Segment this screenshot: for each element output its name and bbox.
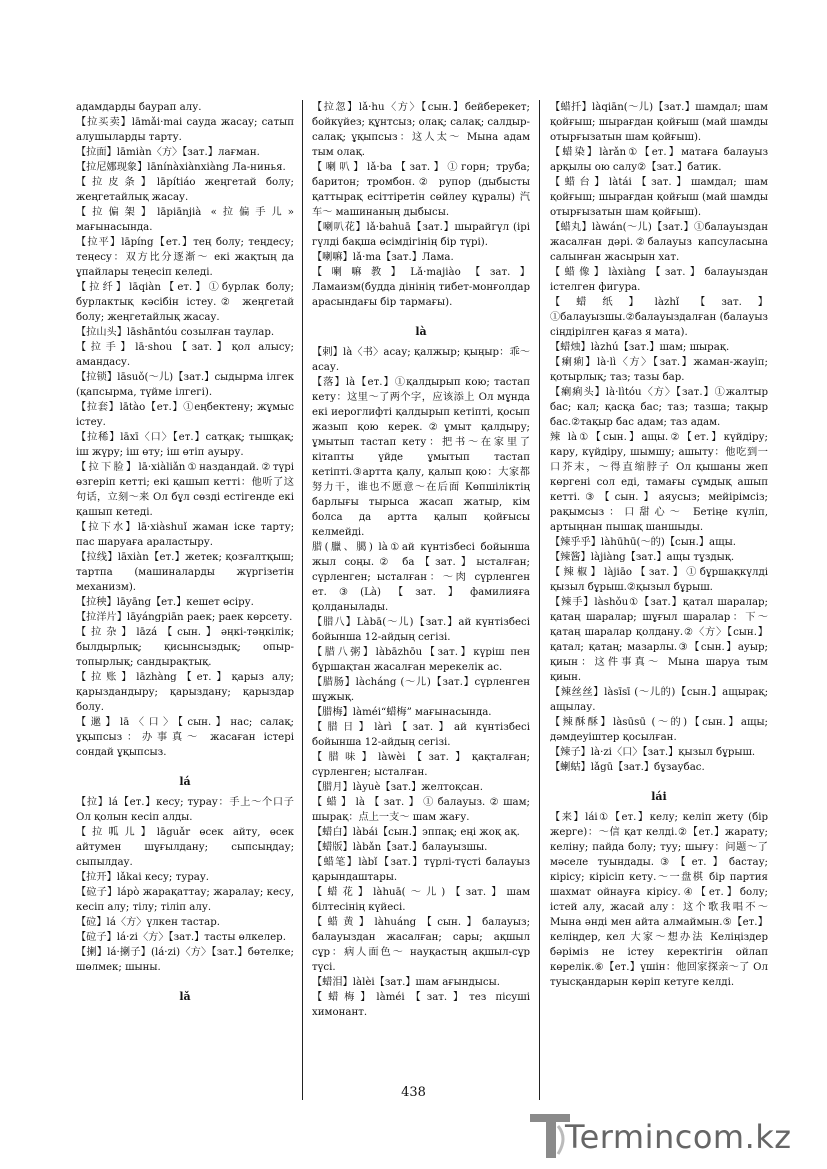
dictionary-entry: 【蜡烛】làzhú【зат.】шам; шырақ.	[550, 342, 730, 353]
dictionary-entry: 【拉买卖】lāmǎi·mai сауда жасау; сатып алушыларды тарту.	[76, 117, 294, 143]
dictionary-entry: 【蜡】là【зат.】①балауыз.②шам; шырақ：点上一支～ шам жағу.	[312, 797, 530, 823]
dictionary-entry: 【蜡黄】làhuáng【сын.】балауыз; балауыздан жасалған; сары; ақшыл сұр：病人面色～ науқастың ақшыл-сұр түсі.	[312, 917, 530, 973]
dictionary-entry: 【拉下水】lā·xiàshuǐ жаман іске тарту; пас шаруаға араластыру.	[76, 522, 294, 548]
dictionary-entry: 【蜡花】làhuā(～儿)【зат.】шам білтесінің күйесі.	[312, 887, 530, 913]
column-2	[312, 100, 530, 1020]
dictionary-entry: 【拉平】lāpíng【ет.】тең болу; теңдесу; теңесу：双方比分逐渐～ екі жақтың да ұпайлары теңесіп келеді.	[76, 237, 294, 278]
dictionary-entry: 【拉呱儿】lāguǎr өсек айту, өсек айтумен шұғылдану; сыпсыңдау; сыпылдау.	[76, 827, 294, 868]
dictionary-entry: 【拉下脸】lā·xiàliǎn①наздандай.②түрі өзгеріп кетті; екі қашып кетті：他听了这句话，立刻～来 Ол бұл сөзді естігенде екі қашып кетеді.	[76, 462, 294, 518]
column-divider	[539, 100, 540, 1100]
dictionary-entry: 【蜡纸】làzhǐ【зат.】①балауызшы.②балауыздалған (балауыз сіңдірілген қағаз я мата).	[550, 297, 768, 338]
dictionary-entry: 【蜡白】làbái【сын.】эппақ; еңі жоқ ақ.	[312, 827, 520, 838]
dictionary-entry: 【剌】là〈书〉асау; қалжыр; қыңыр：乖～ асау.	[312, 347, 530, 373]
dictionary-entry: 【腊日】làrì【зат.】ай күнтізбесі бойынша 12-айдың сегізі.	[312, 722, 530, 748]
dictionary-entry: 【拉洋片】lāyángpiān раек; раек көрсету.	[76, 612, 293, 623]
dictionary-entry: 【腊肠】làcháng (～儿)【зат.】сүрленген шұжық.	[312, 677, 530, 703]
dictionary-entry: 【腊八】Làbā(～儿)【зат.】ай күнтізбесі бойынша 12-айдың сегізі.	[312, 617, 530, 643]
section-heading: lá	[179, 775, 191, 788]
dictionary-entry: 【蜡像】làxiàng【зат.】балауыздан істелген фигура.	[550, 267, 768, 293]
dictionary-entry: 【蜡梅】làméi【зат.】тез пісуші химонант.	[312, 992, 530, 1018]
dictionary-entry: 【砬子】lá·zi〈方〉【зат.】тасты өлкелер.	[76, 932, 286, 943]
column-divider	[302, 100, 303, 1100]
dictionary-entry: 【喇嘛教】Lǎ·majiào【зат.】Ламаизм(будда дінінің тибет-монғолдар арасындағы бір тармағы).	[312, 267, 530, 308]
dictionary-entry: 【来】lái①【ет.】келу; келіп жету (бір жерге)：～信 қат келді.②【ет.】жарату; келіну; пайда болу; туу; шығу：问题～了 мәселе туындады.③【ет.】бастау; кірісу; кірісіп кету.～一盘棋 бір партия шахмат ойнауға кірісу.④【ет.】болу; істей алу, жасай алу：这个歌我唱不～ Мына әнді мен айта алмаймын.⑤【ет.】келіңдер, кел 大家～想办法 Келіңіздер бәріміз не істеу керектігін ойлап көрелік.⑥【ет.】үшін：他回家探亲～了 Ол туысқандарын көріп кетуге келді.	[550, 812, 768, 988]
dictionary-entry: 【砬】lá〈方〉үлкен тастар.	[76, 917, 220, 928]
dictionary-entry: 【拉山头】lāshāntóu созылған таулар.	[76, 327, 275, 338]
dictionary-entry: 【拉账】lāzhàng【ет.】қарыз алу; қарыздандыру; қарыздану; қарыздар болу.	[76, 672, 294, 713]
dictionary-entry: 【拉】lá【ет.】кесу; турау：手上～个口子 Ол қолын кесіп алды.	[76, 797, 294, 823]
dictionary-entry: 【拉锁】lāsuǒ(～儿)【зат.】сыдырма ілгек (қапсырма, түйме ілгегі).	[76, 372, 294, 398]
page-number: 438	[401, 1085, 426, 1100]
dictionary-entry: 【拉杂】lāzá【сын.】әңкі-тәңкілік; былдырлық; қисынсыздық; опыр-топырлық; сандырақтық.	[76, 627, 294, 668]
dictionary-entry: 【邋】lā〈口〉【сын.】нас; салақ; ұқыпсыз：办事真～ жасаған істері сондай ұқыпсыз.	[76, 717, 294, 758]
dictionary-entry: 【辣酱】làjiàng【зат.】ащы тұздық.	[550, 552, 735, 563]
dictionary-entry: 【腊月】làyuè【зат.】желтоқсан.	[312, 782, 483, 793]
dictionary-entry: 【蜡扦】làqiān(～儿)【зат.】шамдал; шам қойғыш; шырағдан қойғыш (май шамды отырғызатын шам қойғыш).	[550, 102, 768, 143]
dictionary-entry: 【腊梅】làméi“蜡梅” мағынасында.	[312, 707, 492, 718]
dictionary-entry: адамдарды баурап алу.	[76, 102, 202, 113]
dictionary-entry: 辣 là①【сын.】ащы.②【ет.】күйдіру; кару, күйдіру, шымшу; ашыту：他吃到一口芥末，～得直缩脖子 Ол қышаны жеп көргені сол еді, тамағы сұмдық ашып кетті.③【сын.】аяусыз; мейірімсіз; рақымсыз：口甜心～ Бетіңе күліп, артыңнан пышақ шаншыды.	[550, 432, 768, 533]
dictionary-entry: 【拉稀】lāxī〈口〉【ет.】сатқақ; тышқақ; іш жүру; іш өту; іш өтіп ауыру.	[76, 432, 294, 458]
dictionary-entry: 【落】là【ет.】①қалдырып кою; тастап кету：这里～了两个字，应该添上 Ол мұнда екі иероглифті қалдырып кетіпті, қосып жазып қою керек.②ұмыт қалдыру; ұмытып тастап кету：把书～在家里了 кітапты үйде ұмытып тастап кетіпті.③артта қалу, қалып қою：大家都努力干，谁也不愿意～在后面 Көпшіліктің барлығы тырыса жасап жатыр, кім болса да артта қалып қойғысы келмейді.	[312, 377, 530, 538]
dictionary-entry: 【拉手】lā·shou【зат.】қол алысу; амандасу.	[76, 342, 294, 368]
dictionary-entry: 【蜡染】làrǎn①【ет.】матаға балауыз арқылы ою салу②【зат.】батик.	[550, 147, 768, 173]
dictionary-entry: 【拉偏架】lāpiānjià «拉偏手儿» мағынасында.	[76, 207, 294, 233]
dictionary-entry: 【瘌痢】là·lì〈方〉【зат.】жаман-жауіп; қотырлық; таз; тазы бар.	[550, 357, 768, 383]
dictionary-entry: 【蜡台】làtái【зат.】шамдал; шам қойғыш; шырағдан қойғыш (май шамды отырғызатын шам қойғыш).	[550, 177, 768, 218]
dictionary-entry: 【拉开】lǎkai кесу; турау.	[76, 872, 210, 883]
dictionary-entry: 【砬子】lápò жарақаттау; жаралау; кесу, кесіп алу; тілу; тіліп алу.	[76, 887, 294, 913]
dictionary-entry: 【蜡泪】làlèi【зат.】шам ағындысы.	[312, 977, 500, 988]
dictionary-entry: 【拉尼娜现象】lānínàxiànxiàng Ла-нинья.	[76, 162, 286, 173]
dictionary-entry: 【拉纤】lāqiàn【ет.】①бурлак болу; бурлактық кәсібін істеу.② жеңгетай болу; жеңгетайлық жасау.	[76, 282, 294, 323]
dictionary-entry: 【辣乎乎】làhūhū(～的)【сын.】ащы.	[550, 537, 736, 548]
dictionary-entry: 【喇叭花】lǎ·bahuā【зат.】шырайгүл (ірі гүлді бақша өсімдігінің бір түрі).	[312, 222, 530, 248]
dictionary-entry: 【蝲蛄】lǎgū【зат.】бұзаубас.	[550, 762, 705, 773]
section-heading: lǎ	[179, 990, 191, 1003]
dictionary-entry: 【拉线】lāxiàn【ет.】жетек; қозғалтқыш; тартпа (машиналарды жүргізетін механизм).	[76, 552, 294, 593]
dictionary-entry: 【辣椒】làjiāo【зат.】①бұршақкүлді қызыл бұрыш.②қызыл бұрыш.	[550, 567, 768, 593]
dictionary-entry: 【拉皮条】lāpítiáo жеңгетай болу; жеңгетайлық жасау.	[76, 177, 294, 203]
dictionary-entry: 【辣酥酥】làsūsū (～的)【сын.】ащы; дәмдеуіштер қосылған.	[550, 717, 768, 743]
dictionary-entry: 【蜡笔】làbǐ【зат.】түрлі-түсті балауыз қарындаштары.	[312, 857, 530, 883]
dictionary-entry: 【揦】lá·揦子】(lá·zi)〈方〉【зат.】бөтелке; шөлмек; шыны.	[76, 947, 294, 973]
logo-text: Termincom.kz	[565, 1118, 792, 1156]
dictionary-entry: 腊(臘、臈) là①ай күнтізбесі бойынша жыл соңы.② ба【зат.】ысталған; сүрленген; ыcталған：～肉 сүрленген ет.③(Là)【зат.】фамилияға қолданылады.	[312, 542, 530, 613]
dictionary-entry: 【拉套】lātào【ет.】①еңбектену; жұмыс істеу.	[76, 402, 294, 428]
dictionary-entry: 【腊味】làwèi【зат.】қақталған; сүрленген; ысталған.	[312, 752, 530, 778]
dictionary-entry: 【蜡版】làbǎn【зат.】балауызшы.	[312, 842, 488, 853]
dictionary-entry: 【辣子】là·zi〈口〉【зат.】қызыл бұрыш.	[550, 747, 756, 758]
dictionary-entry: 【拉面】lāmiàn〈方〉【зат.】лағман.	[76, 147, 260, 158]
dictionary-entry: 【喇嘛】lǎ·ma【зат.】Лама.	[312, 252, 454, 263]
dictionary-entry: 【腊八粥】làbāzhōu【зат.】күріш пен бұршақтан жасалған мерекелік ас.	[312, 647, 530, 673]
dictionary-entry: 【拉秧】lāyāng【ет.】кешет өсіру.	[76, 597, 254, 608]
section-heading: lái	[651, 790, 667, 803]
dictionary-entry: 【辣手】làshǒu①【зат.】қатал шаралар; қатаң шаралар; шұғыл шаралар：下～ қатаң шаралар қолдану.②〈方〉【сын.】қатал; қатаң; мазарлы.③【сын.】ауыр; қиын：这件事真～ Мына шаруа тым қиын.	[550, 597, 768, 683]
column-3	[550, 100, 768, 990]
dictionary-entry: 【瘌痢头】là·lìtóu〈方〉【зат.】①жалтыр бас; кал; қасқа бас; таз; тазша; тақыр бас.②тақыр бас адам; таз адам.	[550, 387, 768, 428]
section-heading: là	[415, 325, 427, 338]
column-1	[76, 100, 294, 1010]
dictionary-entry: 【拉忽】lǎ·hu〈方〉【сын.】бейберекет; бойкүйез; құнтсыз; олақ; салақ; салдыр-салақ; ұқыпсыз：这人太～ Мына адам тым олақ.	[312, 102, 530, 158]
dictionary-entry: 【蜡丸】làwán(～儿)【зат.】①балауыздан жасалған дәрі.②балауыз капсулаcына салынған жасырын хат.	[550, 222, 768, 263]
dictionary-entry: 【辣丝丝】làsīsī (～儿的)【сын.】ащырақ; ащылау.	[550, 687, 768, 713]
dictionary-entry: 【喇叭】lǎ·ba【зат.】①горн; труба; баритон; тромбон.② рупор (дыбысты қаттырақ есіттіретін сөйлеу құралы) 汽车～ машинаның дыбысы.	[312, 162, 530, 218]
